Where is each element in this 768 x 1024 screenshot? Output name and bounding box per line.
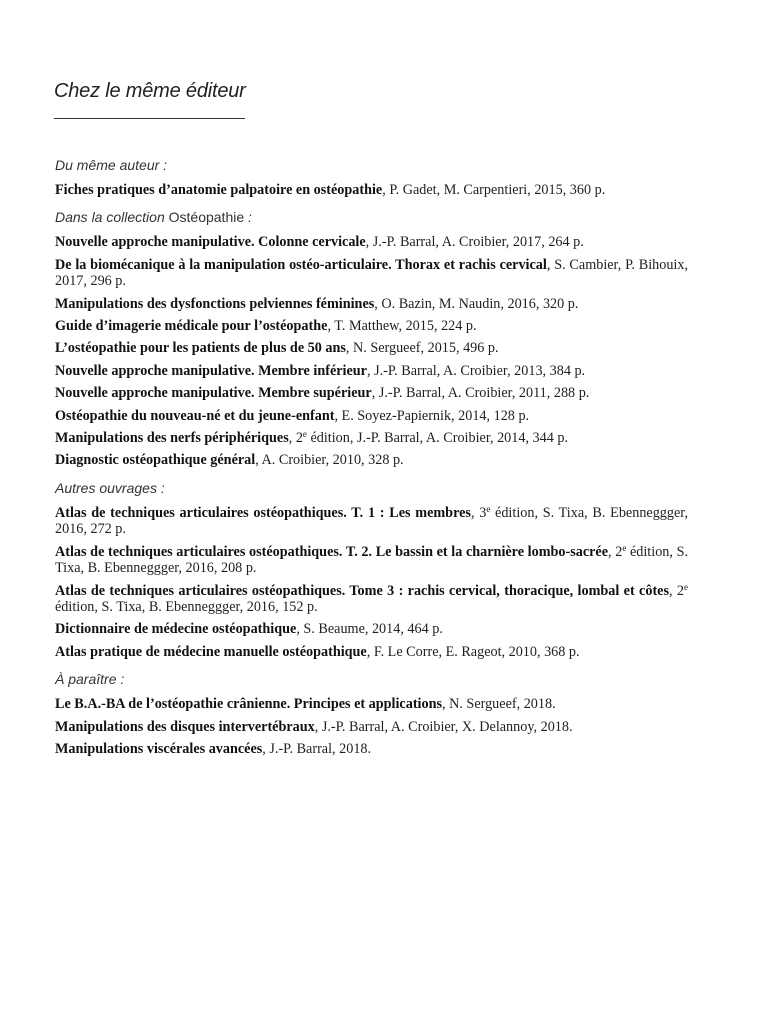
section-heading: À paraître :: [55, 671, 125, 688]
list-item: [55, 318, 688, 334]
list-item: [55, 505, 688, 538]
book-details: édition, J.-P. Barral, A. Croibier, 2014, 344 p.: [306, 430, 569, 447]
list-item: [55, 296, 688, 312]
book-title: Atlas pratique de médecine manuelle ostéopathique: [55, 643, 367, 660]
book-title: Dictionnaire de médecine ostéopathique: [55, 621, 297, 638]
section-collection: [55, 208, 688, 468]
edition-superscript: e: [684, 581, 688, 592]
book-details: , F. Le Corre, E. Rageot, 2010, 368 p.: [366, 643, 580, 660]
book-details: , P. Gadet, M. Carpentieri, 2015, 360 p.: [382, 182, 606, 198]
heading-suffix: :: [244, 209, 252, 226]
section-heading: [55, 208, 688, 226]
book-title: Diagnostic ostéopathique général: [55, 452, 256, 469]
section-heading: Autres ouvrages :: [55, 479, 165, 496]
book-title: Nouvelle approche manipulative. Membre supérieur: [55, 385, 372, 402]
book-details: , J.-P. Barral, A. Croibier, 2013, 384 p.: [366, 362, 586, 379]
edition-superscript: e: [622, 542, 627, 553]
book-title: Manipulations des dysfonctions pelviennes féminines: [55, 295, 375, 312]
book-title: Nouvelle approche manipulative. Colonne cervicale: [55, 234, 366, 251]
book-details: édition, S. Tixa, B. Ebenneggger, 2016, 272 p.: [55, 504, 688, 538]
section-same-author: [55, 156, 688, 198]
book-title: Le B.A.-BA de l’ostéopathie crânienne. Principes et applications: [55, 696, 442, 713]
book-title: Guide d’imagerie médicale pour l’ostéopathe: [55, 318, 328, 335]
book-details: , J.-P. Barral, 2018.: [262, 740, 372, 757]
book-title: Fiches pratiques d’anatomie palpatoire en ostéopathie: [55, 182, 383, 198]
book-title: De la biomécanique à la manipulation ostéo-articulaire. Thorax et rachis cervical: [55, 256, 547, 273]
book-list: [55, 156, 688, 767]
book-details: , E. Soyez-Papiernik, 2014, 128 p.: [334, 407, 530, 424]
list-item: [55, 583, 688, 616]
book-title: Nouvelle approche manipulative. Membre inférieur: [55, 362, 367, 379]
book-details: , T. Matthew, 2015, 224 p.: [327, 318, 477, 335]
edition-prefix: , 2: [669, 582, 684, 599]
edition-prefix: , 2: [288, 430, 303, 447]
collection-name: Ostéopathie: [168, 209, 245, 226]
book-details: , J.-P. Barral, A. Croibier, 2017, 264 p.: [365, 234, 584, 251]
book-details: , A. Croibier, 2010, 328 p.: [255, 452, 404, 469]
edition-prefix: , 2: [608, 543, 623, 560]
book-details: , J.-P. Barral, A. Croibier, 2011, 288 p.: [371, 385, 590, 402]
list-item: [55, 363, 688, 379]
book-title: Ostéopathie du nouveau-né et du jeune-enfant: [55, 407, 335, 424]
page-title: Chez le même éditeur: [54, 80, 246, 102]
list-item: [55, 408, 688, 424]
book-title: Manipulations des nerfs périphériques: [55, 430, 289, 447]
list-item: [55, 340, 688, 356]
book-details: , N. Sergueef, 2018.: [442, 696, 556, 713]
list-item: [55, 385, 688, 401]
list-item: [55, 719, 688, 735]
book-title: Manipulations des disques intervertébraux: [55, 718, 315, 735]
section-other-works: [55, 479, 688, 660]
list-item: [55, 234, 688, 250]
list-item: [55, 621, 688, 637]
book-details: édition, S. Tixa, B. Ebenneggger, 2016, 208 p.: [55, 543, 689, 577]
heading-prefix: Dans la collection: [55, 209, 169, 226]
edition-prefix: , 3: [470, 504, 487, 521]
book-title: Atlas de techniques articulaires ostéopathiques. T. 2. Le bassin et la charnière lombo-sacrée: [55, 543, 609, 560]
book-details: , J.-P. Barral, A. Croibier, X. Delannoy, 2018.: [314, 718, 573, 735]
list-item: [55, 644, 688, 660]
section-forthcoming: [55, 670, 688, 757]
edition-superscript: e: [302, 429, 307, 440]
list-item: [55, 257, 688, 290]
book-title: Manipulations viscérales avancées: [55, 740, 263, 757]
book-title: Atlas de techniques articulaires ostéopathiques. T. 1 : Les membres: [55, 504, 471, 521]
book-details: , S. Cambier, P. Bihouix, 2017, 296 p.: [55, 256, 688, 290]
list-item: [55, 544, 688, 577]
list-item: [55, 741, 688, 757]
book-details: , N. Sergueef, 2015, 496 p.: [345, 340, 499, 357]
section-heading: Du même auteur :: [55, 157, 168, 173]
title-divider: [54, 118, 245, 119]
book-details: édition, S. Tixa, B. Ebenneggger, 2016, 152 p.: [55, 598, 318, 615]
book-title: Atlas de techniques articulaires ostéopathiques. Tome 3 : rachis cervical, thoracique, lombal et côtes: [55, 582, 669, 599]
list-item: [55, 452, 688, 468]
book-details: , O. Bazin, M. Naudin, 2016, 320 p.: [374, 295, 579, 312]
list-item: [55, 182, 688, 198]
book-details: , S. Beaume, 2014, 464 p.: [296, 621, 443, 638]
list-item: [55, 696, 688, 712]
book-title: L’ostéopathie pour les patients de plus de 50 ans: [55, 340, 346, 357]
list-item: [55, 430, 688, 446]
edition-superscript: e: [486, 503, 491, 514]
